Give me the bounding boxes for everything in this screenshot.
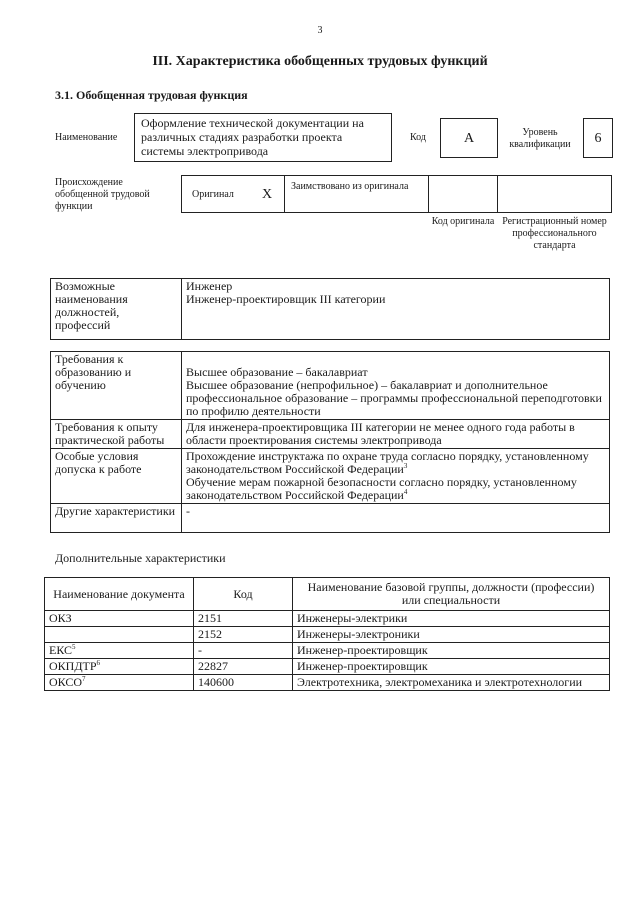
footnote-ref: 6 [96,659,101,667]
row-doc: ЕКС$^5$ [45,643,194,659]
requirement-value: - [186,504,190,518]
condition-line: Обучение мерам пожарной безопасности согласно порядку, установленному законодательством Российской Федерации$^4$ [186,475,577,502]
header-name: Наименование базовой группы, должности (профессии) или специальности [293,578,610,611]
requirement-text [182,504,610,533]
footnote-ref: 3 [403,462,408,470]
code-original-cell [428,175,498,213]
additional-title: Дополнительные характеристики [55,551,226,565]
footnote-ref: 5 [72,643,76,651]
requirement-label [51,504,182,533]
row-name: Инженер-проектировщик [293,643,610,659]
requirement-row-education [51,352,610,420]
table-row [45,675,610,691]
original-mark: X [262,187,273,202]
additional-table [44,577,610,691]
requirement-row-experience [51,420,610,449]
requirement-label-text: Требования к опыту практической работы [55,420,165,447]
requirement-row-conditions [51,449,610,504]
position-item: Инженер-проектировщик III категории [186,292,386,306]
subsection-title: 3.1. Обобщенная трудовая функция [55,88,248,102]
code-original-caption: Код оригинала [431,216,495,227]
reg-number-caption: Регистрационный номер профессионального стандарта [502,216,607,251]
positions-label [51,279,182,340]
row-code: 2152 [194,627,293,643]
positions-values [182,279,610,340]
row-code: - [194,643,293,659]
position-item: Инженер [186,279,233,293]
reg-number-cell [497,175,612,213]
origin-original-cell [181,175,285,213]
row-doc: ОКСО$^7$ [45,675,194,691]
requirement-label [51,352,182,420]
requirement-text [182,449,610,504]
row-code: 22827 [194,659,293,675]
header-code: Код [194,578,293,611]
level-label: Уровень квалификации [509,127,571,150]
table-row [45,611,610,627]
row-doc: ОКЗ [45,611,194,627]
level-value: 6 [594,131,602,146]
condition-line: Прохождение инструктажа по охране труда согласно порядку, установленному законодательством Российской Федерации$^3$ [186,449,589,476]
row-code: 2151 [194,611,293,627]
section-title: III. Характеристика обобщенных трудовых функций [152,54,488,69]
level-value-box [583,118,613,158]
requirement-label [51,449,182,504]
requirement-label-text: Требования к образованию и обучению [55,352,132,392]
footnote-ref: 7 [82,675,86,683]
code-value: А [463,131,475,146]
positions-table [50,278,610,340]
row-doc [45,627,194,643]
additional-header-row [45,578,610,611]
requirement-label-text: Особые условия допуска к работе [55,449,142,476]
original-label: Оригинал [192,189,234,200]
code-value-box [440,118,498,158]
row-name: Электротехника, электромеханика и электротехнологии [293,675,610,691]
table-row [45,643,610,659]
function-name-box [134,113,392,162]
function-name-text: Оформление технической документации на различных стадиях разработки проекта системы электропривода [141,116,364,158]
requirements-table [50,351,610,533]
header-doc: Наименование документа [45,578,194,611]
requirement-label-text: Другие характеристики [55,504,176,518]
table-row [45,627,610,643]
requirement-text [182,352,610,420]
footnote-ref: 4 [403,488,408,496]
positions-row [51,279,610,340]
requirement-value: Для инженера-проектировщика III категории не менее одного года работы в области проектирования системы электропривода [186,420,575,447]
positions-label-text: Возможные наименования должностей, профессий [55,279,128,332]
requirement-text [182,420,610,449]
requirement-value: Высшее образование – бакалавриат Высшее образование (непрофильное) – бакалавриат и дополнительное профессиональное образование – программы профессиональной переподготовки по профилю деятельности [186,365,602,418]
row-name: Инженеры-электроники [293,627,610,643]
name-label: Наименование [55,132,118,143]
table-row [45,659,610,675]
row-name: Инженеры-электрики [293,611,610,627]
origin-borrowed-cell [284,175,429,213]
row-name: Инженер-проектировщик [293,659,610,675]
code-label: Код [410,132,426,143]
requirement-row-other [51,504,610,533]
borrowed-label: Заимствовано из оригинала [291,181,409,192]
requirement-label [51,420,182,449]
row-doc: ОКПДТР$^6$ [45,659,194,675]
origin-label: Происхождение обобщенной трудовой функции [55,177,150,212]
page-number: 3 [317,25,323,36]
row-code: 140600 [194,675,293,691]
